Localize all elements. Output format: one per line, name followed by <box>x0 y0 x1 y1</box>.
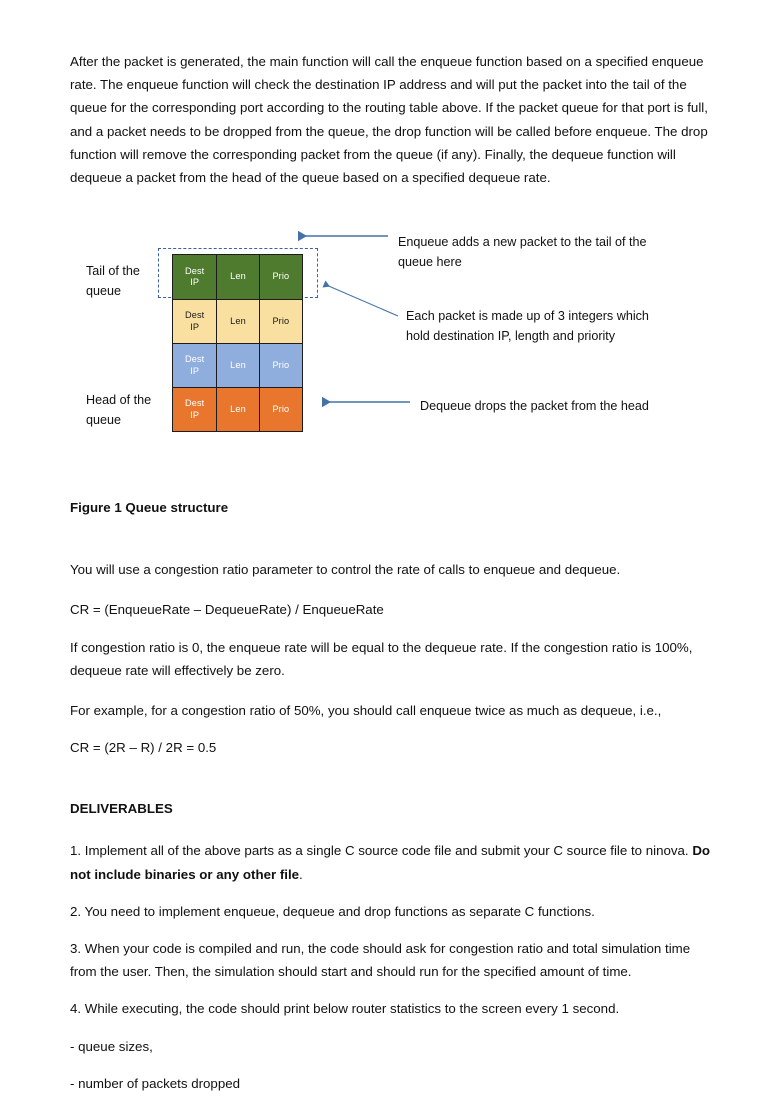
spacer <box>70 206 718 226</box>
deliverable-item-4: 4. While executing, the code should print below router statistics to the screen every 1 second. <box>70 1001 620 1017</box>
cell-dest-ip <box>173 388 216 431</box>
cell-prio: Prio <box>259 255 302 299</box>
cr-formula-1: CR = (EnqueueRate – DequeueRate) / EnqueueRate <box>70 602 384 618</box>
cell-len: Len <box>216 388 258 431</box>
figure-caption: Figure 1 Queue structure <box>70 500 229 516</box>
deliverable-item-1 <box>70 839 718 885</box>
head-label-line1: Head of the <box>86 393 152 408</box>
cell-ip-text: IP <box>190 365 200 376</box>
spacer <box>70 773 718 799</box>
queue-row-packet-3 <box>173 343 302 387</box>
cell-prio: Prio <box>259 388 302 431</box>
cell-prio: Prio <box>259 344 302 387</box>
cell-dest-text: Dest <box>185 265 205 276</box>
cell-len: Len <box>216 344 258 387</box>
cell-ip-text: IP <box>190 321 200 332</box>
deliverable-item-2: 2. You need to implement enqueue, dequeue and drop functions as separate C functions. <box>70 903 595 919</box>
bullet-packets-dropped: - number of packets dropped <box>70 1075 241 1091</box>
congestion-intro-paragraph: You will use a congestion ratio parameter to control the rate of calls to enqueue and dequeue. <box>70 562 621 578</box>
spacer <box>70 458 718 498</box>
intro-paragraph: After the packet is generated, the main function will call the enqueue function based on a specified enqueue rate. The enqueue function will check the destination IP address and will put the packet into the tail of the queue for the corresponding port according to the routing table above. If the packet queue for that port is full, and a packet needs to be dropped from the queue, the drop function will be called before enqueue. The drop function will remove the corresponding packet from the queue (if any). Finally, the dequeue function will dequeue a packet from the head of the queue based on a specified dequeue rate. <box>70 54 708 186</box>
spacer <box>70 819 718 839</box>
cell-len: Len <box>216 255 258 299</box>
cell-ip-text: IP <box>190 409 200 420</box>
queue-row-tail-packet <box>173 255 302 299</box>
tail-of-queue-label <box>86 262 140 301</box>
document-content <box>70 50 718 1109</box>
cell-dest-ip <box>173 344 216 387</box>
queue-structure-figure <box>70 226 718 458</box>
cell-dest-ip <box>173 255 216 299</box>
packet-callout-arrow <box>324 284 398 316</box>
cell-dest-text: Dest <box>185 310 205 321</box>
tail-label-line1: Tail of the <box>86 264 140 279</box>
cell-ip-text: IP <box>190 277 200 288</box>
annotation-packet-structure: Each packet is made up of 3 integers which hold destination IP, length and priority <box>406 309 649 344</box>
deliverable-item-3: 3. When your code is compiled and run, the code should ask for congestion ratio and total simulation time from the user. Then, the simulation should start and should run for the specified amount of time. <box>70 941 691 980</box>
cell-len: Len <box>216 300 258 343</box>
spacer <box>70 518 718 558</box>
head-label-line2: queue <box>86 412 122 427</box>
deliverable-1-period: . <box>299 866 303 882</box>
cell-prio: Prio <box>259 300 302 343</box>
deliverable-1-emphasis: Do not include binaries or any other file <box>70 843 711 882</box>
annotation-enqueue: Enqueue adds a new packet to the tail of the queue here <box>398 235 647 270</box>
queue-grid <box>172 254 303 432</box>
cr-formula-2: CR = (2R – R) / 2R = 0.5 <box>70 740 217 756</box>
cell-dest-ip <box>173 300 216 343</box>
cell-dest-text: Dest <box>185 398 205 409</box>
head-of-queue-label <box>86 391 151 430</box>
queue-row-head-packet <box>173 387 302 431</box>
annotation-dequeue: Dequeue drops the packet from the head <box>420 399 649 414</box>
deliverables-heading: DELIVERABLES <box>70 801 173 817</box>
tail-label-line2: queue <box>86 283 122 298</box>
deliverable-1-text: 1. Implement all of the above parts as a single C source code file and submit your C source file to ninova. <box>70 843 693 859</box>
queue-row-packet-2 <box>173 299 302 343</box>
congestion-explain-paragraph: If congestion ratio is 0, the enqueue rate will be equal to the dequeue rate. If the congestion ratio is 100%, dequeue rate will effectively be zero. <box>70 639 693 678</box>
congestion-example-paragraph: For example, for a congestion ratio of 50%, you should call enqueue twice as much as dequeue, i.e., <box>70 703 662 719</box>
bullet-queue-sizes: - queue sizes, <box>70 1038 153 1054</box>
cell-dest-text: Dest <box>185 354 205 365</box>
